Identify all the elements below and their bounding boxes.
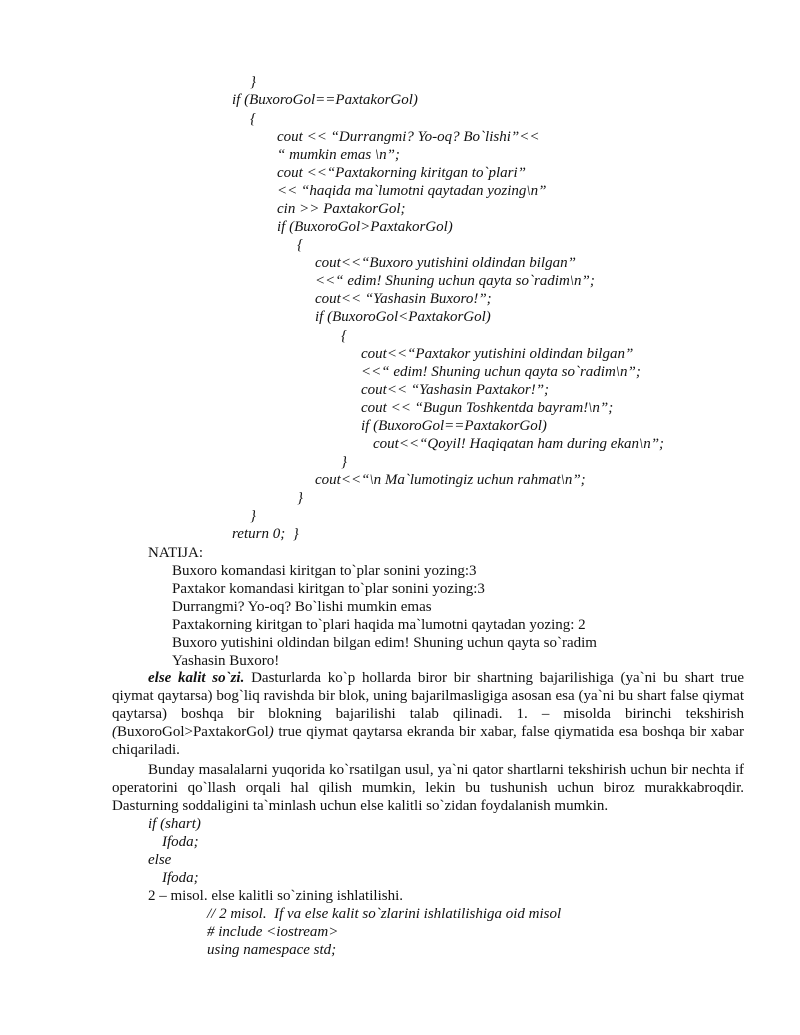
code-line: cin >> PaxtakorGol; xyxy=(277,201,406,217)
code-line: { xyxy=(297,237,303,253)
code-line: } xyxy=(341,454,347,470)
code-line: # include <iostream> xyxy=(207,924,339,940)
output-line: Buxoro yutishini oldindan bilgan edim! Shuning uchun qayta so`radim xyxy=(172,635,597,651)
code-line: } xyxy=(250,508,256,524)
code-line: if (BuxoroGol<PaxtakorGol) xyxy=(315,309,491,325)
code-line: <<“ edim! Shuning uchun qayta so`radim\n”; xyxy=(315,273,595,289)
code-line: cout << “Bugun Toshkentda bayram!\n”; xyxy=(361,400,614,416)
output-line: Yashasin Buxoro! xyxy=(172,653,280,669)
example-caption: 2 – misol. else kalitli so`zining ishlatilishi. xyxy=(148,888,403,904)
code-line: return 0; } xyxy=(232,526,299,542)
code-line: using namespace std; xyxy=(207,942,337,958)
term-else-keyword: else kalit so`zi. xyxy=(148,670,245,686)
output-line: Paxtakor komandasi kiritgan to`plar sonini yozing:3 xyxy=(172,581,485,597)
syntax-line: else xyxy=(148,852,172,868)
code-line: if (BuxoroGol>PaxtakorGol) xyxy=(277,219,453,235)
code-line: if (BuxoroGol==PaxtakorGol) xyxy=(361,418,547,434)
syntax-line: Ifoda; xyxy=(162,834,199,850)
code-line: cout<<“Buxoro yutishini oldindan bilgan” xyxy=(315,255,576,271)
code-line: if (BuxoroGol==PaxtakorGol) xyxy=(232,92,418,108)
code-line: cout<<“Qoyil! Haqiqatan ham during ekan\n”; xyxy=(373,436,665,452)
code-line: <<“ edim! Shuning uchun qayta so`radim\n”; xyxy=(361,364,641,380)
result-heading: NATIJA: xyxy=(148,545,203,561)
code-line: { xyxy=(250,111,256,127)
output-line: Paxtakorning kiritgan to`plari haqida ma`lumotni qaytadan yozing: 2 xyxy=(172,617,586,633)
output-line: Buxoro komandasi kiritgan to`plar sonini yozing:3 xyxy=(172,563,477,579)
code-line: << “haqida ma`lumotni qaytadan yozing\n” xyxy=(277,183,547,199)
paragraph-explanation: Bunday masalalarni yuqorida ko`rsatilgan usul, ya`ni qator shartlarni tekshirish uchun bir nechta if operatorini qo`llash orqali hal qilish mumkin, lekin bu tushunish uchun biroz murakkabroqdir. Dasturning soddaligini ta`minlash uchun else kalitli so`zidan foydalanish mumkin. xyxy=(112,762,744,814)
paragraph-else-keyword: else kalit so`zi. Dasturlarda ko`p hollarda biror bir shartning bajarilishiga (ya`ni bu shart true qiymat qaytarsa) bog`liq ravishda bir blok, uning bajarilmasligiga asosan esa (ya`ni bu shart false qiymat qaytarsa) boshqa bir blokning bajarilishi talab qilinadi. 1. – misolda birinchi tekshirish (BuxoroGol>PaxtakorGol) true qiymat qaytarsa ekranda bir xabar, false qiymatida esa boshqa bir xabar chiqariladi. xyxy=(112,670,744,758)
code-line: cout<< “Yashasin Paxtakor!”; xyxy=(361,382,550,398)
code-line: // 2 misol. If va else kalit so`zlarini ishlatilishiga oid misol xyxy=(207,906,562,922)
code-line: cout<< “Yashasin Buxoro!”; xyxy=(315,291,492,307)
code-line: { xyxy=(341,328,347,344)
code-line: } xyxy=(297,490,303,506)
code-line: } xyxy=(250,74,256,90)
output-line: Durrangmi? Yo-oq? Bo`lishi mumkin emas xyxy=(172,599,432,615)
syntax-line: Ifoda; xyxy=(162,870,199,886)
code-line: cout<<“Paxtakor yutishini oldindan bilgan” xyxy=(361,346,634,362)
code-line: cout<<“\n Ma`lumotingiz uchun rahmat\n”; xyxy=(315,472,586,488)
syntax-line: if (shart) xyxy=(148,816,201,832)
code-line: cout << “Durrangmi? Yo-oq? Bo`lishi”<< xyxy=(277,129,540,145)
code-line: “ mumkin emas \n”; xyxy=(277,147,400,163)
code-line: cout <<“Paxtakorning kiritgan to`plari” xyxy=(277,165,526,181)
